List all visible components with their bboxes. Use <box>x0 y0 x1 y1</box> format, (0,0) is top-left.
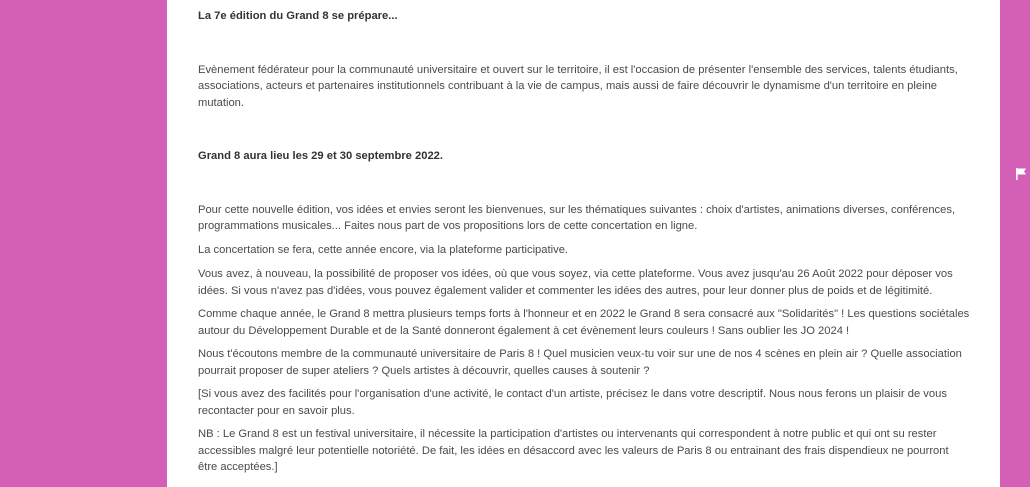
paragraph-solidarites: Comme chaque année, le Grand 8 mettra plusieurs temps forts à l'honneur et en 2022 le Grand 8 sera consacré aux "Solidarités" ! Les questions sociétales autour du Développement Durable et de la Santé donneront également à cet évènement leurs couleurs ! Sans oublier les JO 2024 ! <box>198 308 970 337</box>
flag-icon[interactable] <box>1015 167 1027 181</box>
article-heading: La 7e édition du Grand 8 se prépare... <box>198 10 398 22</box>
paragraph-activity: [Si vous avez des facilités pour l'organisation d'une activité, le contact d'un artiste, précisez le dans votre descriptif. Nous nous ferons un plaisir de vous recontacter pour en savoir plus. <box>198 388 947 417</box>
article-body <box>167 8 1000 476</box>
dates-heading: Grand 8 aura lieu les 29 et 30 septembre 2022. <box>198 150 444 162</box>
content-panel <box>167 0 1000 487</box>
paragraph-platform: La concertation se fera, cette année encore, via la plateforme participative. <box>198 243 569 256</box>
right-side-rail <box>1012 0 1030 487</box>
paragraph-themes: Pour cette nouvelle édition, vos idées et envies seront les bienvenues, sur les thématiques suivantes : choix d'artistes, animations diverses, conférences, programmations musicales... Faites nous part de vos propositions lors de cette concertation en ligne. <box>198 203 956 232</box>
paragraph-deadline: Vous avez, à nouveau, la possibilité de proposer vos idées, où que vous soyez, via cette plateforme. Vous avez jusqu'au 26 Août 2022 pour déposer vos idées. Si vous n'avez pas d'idées, vous pouvez également valider et commenter les idées des autres, pour leur donner plus de poids et de légitimité. <box>198 268 953 297</box>
intro-paragraph: Evènement fédérateur pour la communauté universitaire et ouvert sur le territoire, il est l'occasion de présenter l'ensemble des services, talents étudiants, associations, acteurs et partenaires institutionnels contribuant à la vie de campus, mais aussi de faire découvrir le dynamisme d'un territoire en pleine mutation. <box>198 63 958 109</box>
paragraph-nb: NB : Le Grand 8 est un festival universitaire, il nécessite la participation d'artistes ou intervenants qui correspondent à notre public et qui ont su rester accessibles malgré leur potentielle notoriété. De fait, les idées en désaccord avec les valeurs de Paris 8 ou entrainant des frais dispendieux ne pourront être acceptées.] <box>198 428 949 473</box>
paragraph-community: Nous t'écoutons membre de la communauté universitaire de Paris 8 ! Quel musicien veux-tu voir sur une de nos 4 scènes en plein air ? Quelle association pourrait proposer de super ateliers ? Quels artistes à découvrir, quelles causes à soutenir ? <box>198 348 962 377</box>
